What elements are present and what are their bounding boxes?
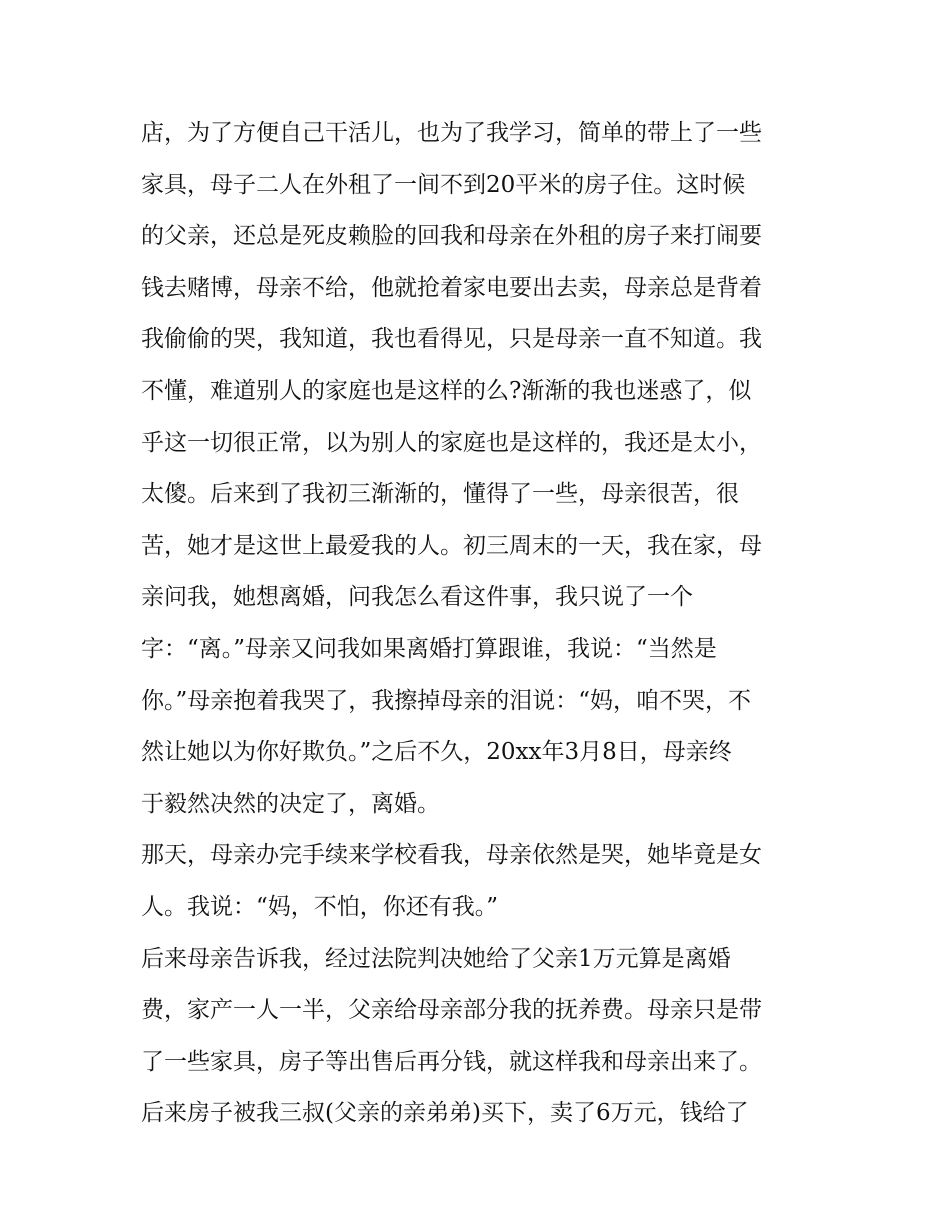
text-line: 苦，她才是这世上最爱我的人。初三周末的一天，我在家，母: [141, 532, 762, 559]
text-line: 不懂，难道别人的家庭也是这样的么?渐渐的我也迷惑了，似: [141, 377, 752, 404]
body-text: [141, 108, 821, 1140]
text-line: 乎这一切很正常，以为别人的家庭也是这样的，我还是太小，: [141, 429, 762, 456]
text-line: 家具，母子二人在外租了一间不到20平米的房子住。这时候: [141, 171, 746, 198]
text-line: 人。我说：“妈，不怕，你还有我。”: [141, 893, 499, 920]
text-line: 我偷偷的哭，我知道，我也看得见，只是母亲一直不知道。我: [141, 326, 762, 353]
text-line: 字：“离。”母亲又问我如果离婚打算跟谁，我说：“当然是: [141, 635, 717, 662]
text-line: 然让她以为你好欺负。”之后不久，20xx年3月8日，母亲终: [141, 739, 732, 766]
text-line: 店，为了方便自己干活儿，也为了我学习，简单的带上了一些: [141, 120, 762, 146]
text-line: 费，家产一人一半，父亲给母亲部分我的抚养费。母亲只是带: [141, 997, 762, 1024]
text-line: 那天，母亲办完手续来学校看我，母亲依然是哭，她毕竟是女: [141, 842, 762, 869]
text-line: 太傻。后来到了我初三渐渐的，懂得了一些，母亲很苦，很: [141, 481, 739, 508]
text-line: 于毅然决然的决定了，离婚。: [141, 790, 440, 817]
text-line: 你。”母亲抱着我哭了，我擦掉母亲的泪说：“妈，咱不哭，不: [141, 687, 752, 714]
text-line: 钱去赌博，母亲不给，他就抢着家电要出去卖，母亲总是背着: [141, 274, 762, 301]
text-line: 亲问我，她想离婚，问我怎么看这件事，我只说了一个: [141, 584, 693, 611]
text-line: 后来母亲告诉我，经过法院判决她给了父亲1万元算是离婚: [141, 945, 731, 972]
text-line: 后来房子被我三叔(父亲的亲弟弟)买下，卖了6万元，钱给了: [141, 1100, 749, 1127]
text-line: 的父亲，还总是死皮赖脸的回我和母亲在外租的房子来打闹要: [141, 223, 762, 250]
text-line: 了一些家具，房子等出售后再分钱，就这样我和母亲出来了。: [141, 1048, 762, 1075]
